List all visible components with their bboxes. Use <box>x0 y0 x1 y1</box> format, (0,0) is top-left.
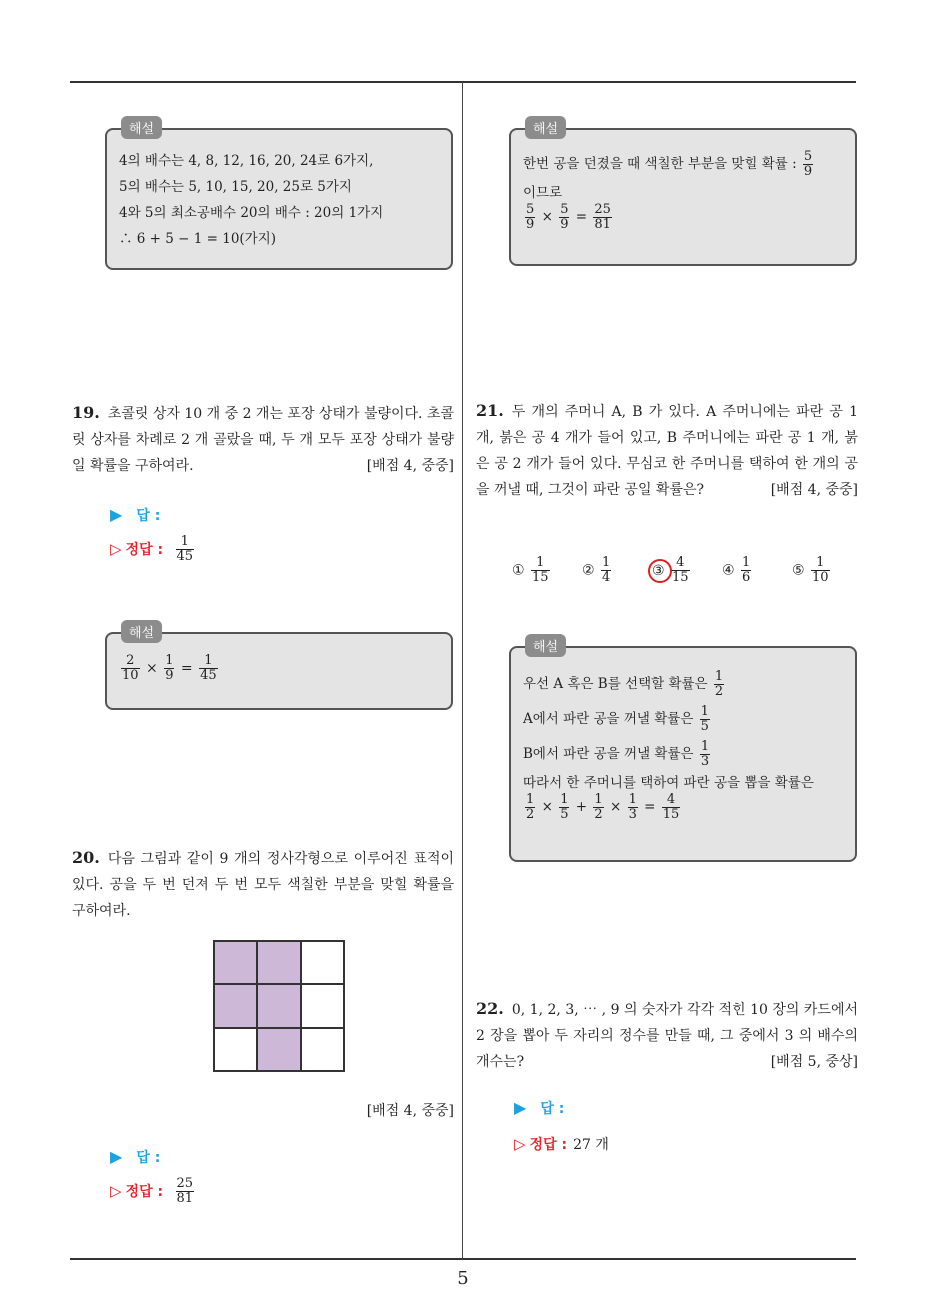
answer-choices <box>512 556 852 596</box>
question-21 <box>476 398 858 503</box>
answer-row-22 <box>514 1098 564 1118</box>
outline-triangle-icon: ▷ <box>110 539 122 558</box>
answer-fraction: $\frac{25}{81}$ <box>176 1176 194 1206</box>
score-label: [배점 4, 중중] <box>366 1103 454 1119</box>
choice-3[interactable]: ③ $\frac{4}{15}$ <box>652 556 692 585</box>
answer-label: 답 : <box>136 508 161 524</box>
correct-answer-label: 정답 : <box>125 541 164 558</box>
solution-tag: 해설 <box>121 620 162 643</box>
solution-equation-19: $\frac{2}{10}$ × $\frac{1}{9}$ = $\frac{1}{45}$ <box>122 653 217 683</box>
grid-cell <box>301 941 344 984</box>
grid-cell <box>214 1028 257 1071</box>
shaded-cell <box>257 1028 300 1071</box>
shaded-cell <box>257 941 300 984</box>
solution-box-21 <box>509 640 857 862</box>
score-label: [배점 5, 중상] <box>770 1054 858 1070</box>
page-number: 5 <box>457 1268 469 1289</box>
solution-line: 5의 배수는 5, 10, 15, 20, 25로 5가지 <box>119 179 352 195</box>
column-divider <box>462 82 463 1260</box>
score-label: [배점 4, 중중] <box>366 458 454 474</box>
answer-label: 답 : <box>540 1101 565 1117</box>
question-20 <box>72 845 454 924</box>
answer-label: 답 : <box>136 1150 161 1166</box>
choice-5[interactable]: ⑤ $\frac{1}{10}$ <box>792 555 829 585</box>
question-number: 19. <box>72 403 100 422</box>
play-triangle-icon: ▶ <box>514 1098 527 1117</box>
outline-triangle-icon: ▷ <box>514 1135 526 1153</box>
question-22 <box>476 996 858 1075</box>
correct-answer-label: 정답 : <box>125 1183 164 1200</box>
shaded-cell <box>214 941 257 984</box>
bottom-rule <box>70 1258 856 1260</box>
grid-cell <box>301 1028 344 1071</box>
answer-value: 27 개 <box>573 1137 609 1153</box>
solution-tag: 해설 <box>121 116 162 139</box>
play-triangle-icon: ▶ <box>110 1147 123 1166</box>
correct-answer-label: 정답 : <box>529 1137 568 1153</box>
answer-fraction: $\frac{1}{45}$ <box>176 534 194 564</box>
solution-line: 4와 5의 최소공배수 20의 배수 : 20의 1가지 <box>119 205 384 221</box>
choice-4[interactable]: ④ $\frac{1}{6}$ <box>722 555 751 585</box>
answer-row-19 <box>110 505 160 525</box>
shaded-cell <box>214 984 257 1027</box>
solution-line: 4의 배수는 4, 8, 12, 16, 20, 24로 6가지, <box>119 153 374 169</box>
outline-triangle-icon: ▷ <box>110 1181 122 1200</box>
solution-box-19 <box>105 626 453 710</box>
solution-text-18 <box>119 148 383 252</box>
solution-tag: 해설 <box>525 634 566 657</box>
solution-line: ∴ 6 + 5 − 1 = 10(가지) <box>119 231 277 247</box>
question-number: 20. <box>72 848 100 867</box>
solution-box-18 <box>105 122 453 270</box>
top-rule <box>70 81 856 83</box>
correct-answer-row-22 <box>514 1134 609 1154</box>
solution-tag: 해설 <box>525 116 566 139</box>
correct-answer-row-20 <box>110 1177 196 1206</box>
selected-circle-icon <box>648 559 672 583</box>
solution-text-20: 한번 공을 던졌을 때 색칠한 부분을 맞힐 확률 : $\frac{5}{9}$ 이므로 $\frac{5}{9}$ × $\frac{5}{9}$ = $\frac{25}{81}$ <box>523 149 813 232</box>
grid-cell <box>301 984 344 1027</box>
target-grid <box>213 940 345 1072</box>
question-number: 22. <box>476 999 504 1018</box>
correct-answer-row-19 <box>110 535 196 564</box>
score-label: [배점 4, 중중] <box>770 482 858 498</box>
choice-1[interactable]: ① $\frac{1}{15}$ <box>512 555 549 585</box>
question-text: 0, 1, 2, 3, ⋯ , 9 의 숫자가 각각 적힌 10 장의 카드에서 2 장을 뽑아 두 자리의 정수를 만들 때, 그 중에서 3 의 배수의 개수는? <box>476 1002 858 1070</box>
question-text: 초콜릿 상자 10 개 중 2 개는 포장 상태가 불량이다. 초콜릿 상자를 차례로 2 개 골랐을 때, 두 개 모두 포장 상태가 불량일 확률을 구하여라. <box>72 406 454 474</box>
question-text: 다음 그림과 같이 9 개의 정사각형으로 이루어진 표적이 있다. 공을 두 번 던져 두 번 모두 색칠한 부분을 맞힐 확률을 구하여라. <box>72 851 454 919</box>
solution-text-21: 우선 A 혹은 B를 선택할 확률은 $\frac{1}{2}$ A에서 파란 공을 꺼낼 확률은 $\frac{1}{5}$ B에서 파란 공을 꺼낼 확률은 $\frac{1}{3}$ 따라서 한 주머니를 택하여 파란 공을 뽑을 확률은 $\frac{1}{2}$ × $\frac{1}{5}$ + $\frac{1}{2}$ × $\frac{1}{3}$ = $\frac{4}{15}$ <box>523 669 814 822</box>
play-triangle-icon: ▶ <box>110 505 123 524</box>
choice-2[interactable]: ② $\frac{1}{4}$ <box>582 555 611 585</box>
answer-row-20 <box>110 1147 160 1167</box>
solution-box-20 <box>509 122 857 266</box>
question-number: 21. <box>476 401 504 420</box>
shaded-cell <box>257 984 300 1027</box>
question-text: 두 개의 주머니 A, B 가 있다. A 주머니에는 파란 공 1 개, 붉은 공 4 개가 들어 있고, B 주머니에는 파란 공 1 개, 붉은 공 2 개가 들어 있다. 무심코 한 주머니를 택하여 한 개의 공을 꺼낼 때, 그것이 파란 공일 확률은? <box>476 404 858 498</box>
question-19 <box>72 400 454 479</box>
